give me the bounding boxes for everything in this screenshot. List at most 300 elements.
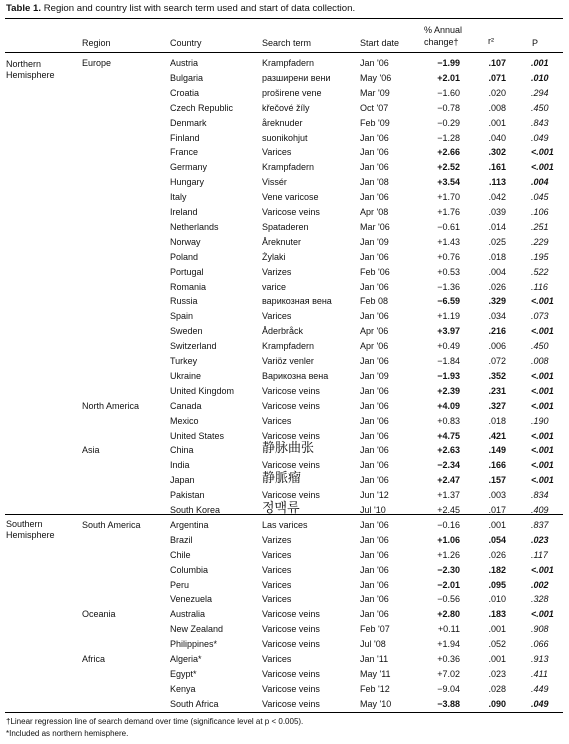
start-date-cell: Jan '06	[360, 385, 389, 396]
annual-change-cell: −1.28	[437, 132, 460, 143]
table-row	[0, 470, 569, 488]
r2-cell: .001	[488, 519, 506, 530]
p-value-cell: .843	[531, 117, 549, 128]
country-cell: India	[170, 460, 190, 471]
header-start-date: Start date	[360, 38, 400, 48]
table-row	[0, 190, 569, 205]
country-cell: Columbia	[170, 564, 209, 575]
annual-change-cell: +1.37	[437, 490, 460, 501]
country-cell: Bulgaria	[170, 72, 204, 83]
table-row	[0, 160, 569, 175]
annual-change-cell: +2.39	[437, 385, 460, 396]
start-date-cell: Apr '06	[360, 341, 389, 352]
r2-cell: .026	[488, 281, 506, 292]
annual-change-cell: +2.01	[437, 72, 460, 83]
p-value-cell: .117	[531, 549, 548, 560]
p-value-cell: .251	[531, 221, 549, 232]
annual-change-cell: −2.30	[437, 564, 460, 575]
table-row	[0, 145, 569, 160]
r2-cell: .149	[488, 445, 506, 456]
table-row	[0, 682, 569, 697]
annual-change-cell: −3.88	[437, 698, 460, 709]
p-value-cell: .195	[531, 251, 549, 262]
country-cell: Poland	[170, 251, 199, 262]
r2-cell: .028	[488, 683, 506, 694]
start-date-cell: Feb '12	[360, 683, 390, 694]
annual-change-cell: +1.06	[437, 534, 460, 545]
p-value-cell: .001	[531, 58, 549, 68]
start-date-cell: Jul '10	[360, 505, 386, 515]
region-cell: North America	[82, 400, 140, 411]
region-cell: South America	[82, 519, 141, 530]
p-value-cell: .049	[531, 698, 549, 709]
p-value-cell: .190	[531, 415, 549, 426]
top-rule	[5, 18, 563, 19]
country-cell: Netherlands	[170, 221, 219, 232]
search-term-cell: åreknuder	[262, 117, 303, 128]
annual-change-cell: −1.99	[437, 58, 460, 68]
search-term-cell: Varices	[262, 147, 292, 158]
table-row	[0, 175, 569, 190]
annual-change-cell: +0.49	[437, 341, 460, 352]
search-term-cell: Varizes	[262, 534, 292, 545]
r2-cell: .183	[488, 609, 506, 620]
p-value-cell: .073	[531, 311, 549, 322]
table-row	[0, 324, 569, 339]
start-date-cell: Oct '07	[360, 102, 389, 113]
table-label: Table 1.	[6, 3, 42, 14]
table-row	[0, 235, 569, 250]
r2-cell: .017	[488, 505, 506, 515]
annual-change-cell: +0.76	[437, 251, 460, 262]
p-value-cell: .837	[531, 519, 549, 530]
p-value-cell: .116	[531, 281, 548, 292]
country-cell: Ireland	[170, 207, 198, 217]
search-term-cell: Varices	[262, 594, 292, 605]
p-value-cell: <.001	[531, 430, 554, 441]
annual-change-cell: −2.01	[437, 579, 460, 590]
annual-change-cell: +4.75	[437, 430, 460, 441]
search-term-cell: разширени вени	[262, 72, 331, 83]
country-cell: Japan	[170, 475, 195, 486]
annual-change-cell: +2.63	[437, 445, 460, 456]
start-date-cell: Jan '06	[360, 147, 389, 158]
search-term-cell: Varicose veins	[262, 385, 320, 396]
country-cell: Chile	[170, 549, 191, 560]
r2-cell: .014	[488, 221, 506, 232]
country-cell: Portugal	[170, 266, 204, 277]
start-date-cell: Jan '06	[360, 534, 389, 545]
p-value-cell: .834	[531, 490, 549, 501]
start-date-cell: Jan '06	[360, 251, 389, 262]
search-term-cell: varice	[262, 281, 287, 292]
table-row	[0, 592, 569, 607]
p-value-cell: .045	[531, 192, 549, 203]
annual-change-cell: +1.94	[437, 639, 460, 650]
annual-change-cell: +2.47	[437, 475, 460, 486]
search-term-cell: Varicose veins	[262, 668, 320, 679]
p-value-cell: .023	[531, 534, 549, 545]
annual-change-cell: +1.43	[437, 236, 460, 247]
annual-change-cell: +2.52	[437, 162, 460, 173]
p-value-cell: <.001	[531, 385, 554, 396]
search-term-cell: Spataderen	[262, 221, 309, 232]
annual-change-cell: +3.54	[437, 177, 460, 188]
p-value-cell: <.001	[531, 400, 554, 411]
search-term-cell: Varicose veins	[262, 460, 320, 471]
r2-cell: .072	[488, 356, 506, 366]
country-cell: France	[170, 147, 199, 158]
annual-change-cell: −6.59	[437, 296, 460, 307]
table-row	[0, 101, 569, 116]
start-date-cell: Apr '08	[360, 207, 389, 217]
table-row	[0, 71, 569, 86]
search-term-cell: Varices	[262, 564, 292, 575]
country-cell: Algeria*	[170, 654, 202, 664]
country-cell: Sweden	[170, 326, 203, 337]
search-term-cell: Las varices	[262, 519, 308, 530]
header-change-line1: % Annual	[424, 25, 463, 35]
start-date-cell: Jan '09	[360, 236, 389, 247]
table-row	[0, 622, 569, 637]
country-cell: Hungary	[170, 177, 205, 188]
annual-change-cell: +1.70	[437, 192, 460, 203]
r2-cell: .216	[488, 326, 506, 337]
country-cell: Germany	[170, 162, 208, 173]
annual-change-cell: −1.84	[437, 356, 460, 366]
r2-cell: .421	[488, 430, 506, 441]
country-cell: Croatia	[170, 87, 200, 98]
r2-cell: .182	[488, 564, 506, 575]
country-cell: South Korea	[170, 505, 221, 515]
search-term-cell: Varicose veins	[262, 609, 320, 620]
table-row	[0, 500, 569, 518]
start-date-cell: Jan '06	[360, 460, 389, 471]
start-date-cell: Mar '09	[360, 87, 390, 98]
country-cell: Czech Republic	[170, 102, 234, 113]
r2-cell: .090	[488, 698, 506, 709]
p-value-cell: .913	[531, 654, 549, 664]
start-date-cell: Jan '06	[360, 356, 389, 366]
header-search-term: Search term	[262, 38, 312, 48]
p-value-cell: <.001	[531, 162, 554, 173]
search-term-cell: Vissér	[262, 177, 287, 188]
start-date-cell: Jan '06	[360, 58, 389, 68]
country-cell: China	[170, 445, 194, 456]
p-value-cell: .010	[531, 72, 549, 83]
r2-cell: .006	[488, 341, 506, 352]
country-cell: Pakistan	[170, 490, 205, 501]
annual-change-cell: −0.78	[437, 102, 460, 113]
search-term-cell: 静脉曲张	[262, 440, 315, 456]
r2-cell: .113	[488, 177, 506, 188]
country-cell: Mexico	[170, 415, 199, 426]
search-term-cell: Varicose veins	[262, 639, 320, 650]
annual-change-cell: +0.83	[437, 415, 460, 426]
header-country: Country	[170, 38, 202, 48]
table-row	[0, 384, 569, 399]
r2-cell: .157	[488, 475, 506, 486]
table-row	[0, 205, 569, 220]
annual-change-cell: −0.56	[437, 594, 460, 605]
table-row	[0, 652, 569, 667]
table-row	[0, 414, 569, 429]
hemisphere-southern: Southern Hemisphere	[6, 519, 55, 540]
start-date-cell: Jan '06	[360, 415, 389, 426]
header-r2: r²	[488, 36, 494, 46]
r2-cell: .003	[488, 490, 506, 501]
r2-cell: .004	[488, 266, 506, 277]
p-value-cell: .449	[531, 683, 549, 694]
p-value-cell: <.001	[531, 147, 554, 158]
search-term-cell: Varizes	[262, 266, 292, 277]
p-value-cell: .328	[531, 594, 549, 605]
p-value-cell: .450	[531, 341, 549, 352]
country-cell: United States	[170, 430, 225, 441]
p-value-cell: .409	[531, 505, 549, 515]
annual-change-cell: +0.53	[437, 266, 460, 277]
country-cell: New Zealand	[170, 624, 224, 635]
start-date-cell: Jan '06	[360, 594, 389, 605]
annual-change-cell: +0.36	[437, 654, 460, 664]
start-date-cell: Feb '09	[360, 117, 390, 128]
start-date-cell: Feb 08	[360, 296, 389, 307]
table-row	[0, 637, 569, 652]
region-cell: Asia	[82, 445, 100, 456]
p-value-cell: .522	[531, 266, 549, 277]
search-term-cell: Varices	[262, 579, 292, 590]
annual-change-cell: −9.04	[437, 683, 460, 694]
start-date-cell: Jan '06	[360, 519, 389, 530]
country-cell: Denmark	[170, 117, 207, 128]
p-value-cell: .229	[531, 236, 549, 247]
search-term-cell: Żylaki	[262, 251, 286, 262]
annual-change-cell: +7.02	[437, 668, 460, 679]
r2-cell: .008	[488, 102, 506, 113]
p-value-cell: .004	[531, 177, 549, 188]
country-cell: Russia	[170, 296, 198, 307]
search-term-cell: Varices	[262, 311, 292, 322]
footnote-asterisk: *Included as northern hemisphere.	[6, 729, 129, 738]
search-term-cell: Varicose veins	[262, 490, 320, 501]
search-term-cell: proširene vene	[262, 87, 322, 98]
country-cell: Venezuela	[170, 594, 213, 605]
p-value-cell: <.001	[531, 475, 554, 486]
r2-cell: .018	[488, 251, 506, 262]
r2-cell: .025	[488, 236, 506, 247]
p-value-cell: <.001	[531, 326, 554, 337]
search-term-cell: Варикозна вена	[262, 370, 329, 381]
country-cell: Canada	[170, 400, 202, 411]
bottom-rule	[5, 712, 563, 713]
p-value-cell: .411	[531, 668, 548, 679]
table-row	[0, 131, 569, 146]
r2-cell: .095	[488, 579, 506, 590]
start-date-cell: Mar '06	[360, 221, 390, 232]
region-cell: Africa	[82, 654, 106, 664]
r2-cell: .161	[488, 162, 506, 173]
country-cell: Australia	[170, 609, 206, 620]
table-row	[0, 56, 569, 71]
start-date-cell: May '06	[360, 72, 392, 83]
p-value-cell: <.001	[531, 370, 554, 381]
search-term-cell: Varicose veins	[262, 698, 320, 709]
country-cell: South Africa	[170, 698, 219, 709]
search-term-cell: Varicose veins	[262, 430, 320, 441]
table-row	[0, 399, 569, 414]
table-row	[0, 578, 569, 593]
r2-cell: .071	[488, 72, 506, 83]
header-rule	[5, 52, 563, 53]
annual-change-cell: +1.19	[437, 311, 460, 322]
search-term-cell: Vene varicose	[262, 192, 319, 203]
r2-cell: .329	[488, 296, 506, 307]
r2-cell: .001	[488, 117, 506, 128]
table-row	[0, 354, 569, 369]
search-term-cell: Varicose veins	[262, 400, 320, 411]
table-row	[0, 116, 569, 131]
search-term-cell: Varices	[262, 415, 292, 426]
r2-cell: .107	[488, 58, 506, 68]
header-p: P	[532, 38, 539, 48]
country-cell: Turkey	[170, 356, 198, 366]
search-term-cell: Krampfadern	[262, 162, 315, 173]
r2-cell: .327	[488, 400, 506, 411]
p-value-cell: .450	[531, 102, 549, 113]
table-row	[0, 697, 569, 712]
start-date-cell: Jan '06	[360, 400, 389, 411]
search-term-cell: 정맥류	[262, 500, 300, 515]
annual-change-cell: −0.61	[437, 221, 460, 232]
p-value-cell: <.001	[531, 564, 554, 575]
table-row	[0, 548, 569, 563]
country-cell: Switzerland	[170, 341, 217, 352]
country-cell: Peru	[170, 579, 190, 590]
r2-cell: .166	[488, 460, 506, 471]
country-cell: Argentina	[170, 519, 209, 530]
r2-cell: .018	[488, 415, 506, 426]
search-term-cell: Krampfadern	[262, 58, 315, 68]
table-row	[0, 440, 569, 458]
start-date-cell: Jan '06	[360, 162, 389, 173]
table-row	[0, 563, 569, 578]
p-value-cell: <.001	[531, 609, 554, 620]
p-value-cell: <.001	[531, 445, 554, 456]
start-date-cell: Jan '06	[360, 192, 389, 203]
annual-change-cell: +1.26	[437, 549, 460, 560]
table-row	[0, 533, 569, 548]
r2-cell: .010	[488, 594, 506, 605]
r2-cell: .039	[488, 207, 506, 217]
table-row	[0, 294, 569, 309]
search-term-cell: Varicose veins	[262, 207, 320, 217]
start-date-cell: Jan '06	[360, 311, 389, 322]
start-date-cell: May '11	[360, 668, 391, 679]
p-value-cell: .294	[531, 87, 549, 98]
start-date-cell: Jan '06	[360, 609, 389, 620]
r2-cell: .231	[488, 385, 506, 396]
annual-change-cell: +3.97	[437, 326, 460, 337]
r2-cell: .054	[488, 534, 506, 545]
table-title: Region and country list with search term used and start of data collection.	[43, 3, 356, 14]
annual-change-cell: +1.76	[437, 207, 460, 217]
annual-change-cell: −1.36	[437, 281, 460, 292]
start-date-cell: Jun '12	[360, 490, 389, 501]
table-row	[0, 250, 569, 265]
country-cell: United Kingdom	[170, 385, 235, 396]
annual-change-cell: −2.34	[437, 460, 460, 471]
r2-cell: .040	[488, 132, 506, 143]
r2-cell: .023	[488, 668, 506, 679]
country-cell: Italy	[170, 192, 187, 203]
annual-change-cell: −1.60	[437, 87, 460, 98]
start-date-cell: Jan '06	[360, 445, 389, 456]
table-row	[0, 369, 569, 384]
p-value-cell: <.001	[531, 460, 554, 471]
country-cell: Egypt*	[170, 668, 197, 679]
annual-change-cell: −1.93	[437, 370, 460, 381]
country-cell: Brazil	[170, 534, 193, 545]
search-term-cell: варикозная вена	[262, 296, 332, 307]
start-date-cell: Jan '06	[360, 281, 389, 292]
country-cell: Ukraine	[170, 370, 202, 381]
search-term-cell: křečové žíly	[262, 102, 310, 113]
table-row	[0, 339, 569, 354]
p-value-cell: .008	[531, 356, 549, 366]
start-date-cell: Jan '06	[360, 430, 389, 441]
country-cell: Finland	[170, 132, 200, 143]
table-row	[0, 667, 569, 682]
country-cell: Norway	[170, 236, 201, 247]
start-date-cell: Jan '08	[360, 177, 389, 188]
region-cell: Oceania	[82, 609, 116, 620]
start-date-cell: Jan '06	[360, 549, 389, 560]
r2-cell: .020	[488, 87, 506, 98]
search-term-cell: Variöz venler	[262, 356, 314, 366]
r2-cell: .302	[488, 147, 506, 158]
r2-cell: .026	[488, 549, 506, 560]
search-term-cell: suonikohjut	[262, 132, 308, 143]
hemisphere-northern: Northern Hemisphere	[6, 59, 55, 80]
p-value-cell: .049	[531, 132, 549, 143]
start-date-cell: Jan '09	[360, 370, 389, 381]
region-cell: Europe	[82, 58, 112, 68]
r2-cell: .042	[488, 192, 506, 203]
search-term-cell: Åderbråck	[262, 326, 304, 337]
start-date-cell: Jan '06	[360, 564, 389, 575]
table-row	[0, 280, 569, 295]
start-date-cell: Feb '07	[360, 624, 390, 635]
country-cell: Kenya	[170, 683, 196, 694]
table-row	[0, 518, 569, 533]
search-term-cell: Varices	[262, 654, 292, 664]
search-term-cell: 静脈瘤	[262, 470, 302, 486]
annual-change-cell: −0.16	[437, 519, 460, 530]
start-date-cell: Jan '11	[360, 654, 389, 664]
r2-cell: .052	[488, 639, 506, 650]
table-row	[0, 607, 569, 622]
r2-cell: .001	[488, 624, 506, 635]
annual-change-cell: +2.45	[437, 505, 460, 515]
header-change-line2: change†	[424, 37, 459, 47]
p-value-cell: .002	[531, 579, 549, 590]
start-date-cell: Jan '06	[360, 132, 389, 143]
annual-change-cell: +2.66	[437, 147, 460, 158]
header-region: Region	[82, 38, 111, 48]
annual-change-cell: −0.29	[437, 117, 460, 128]
annual-change-cell: +2.80	[437, 609, 460, 620]
country-cell: Romania	[170, 281, 207, 292]
